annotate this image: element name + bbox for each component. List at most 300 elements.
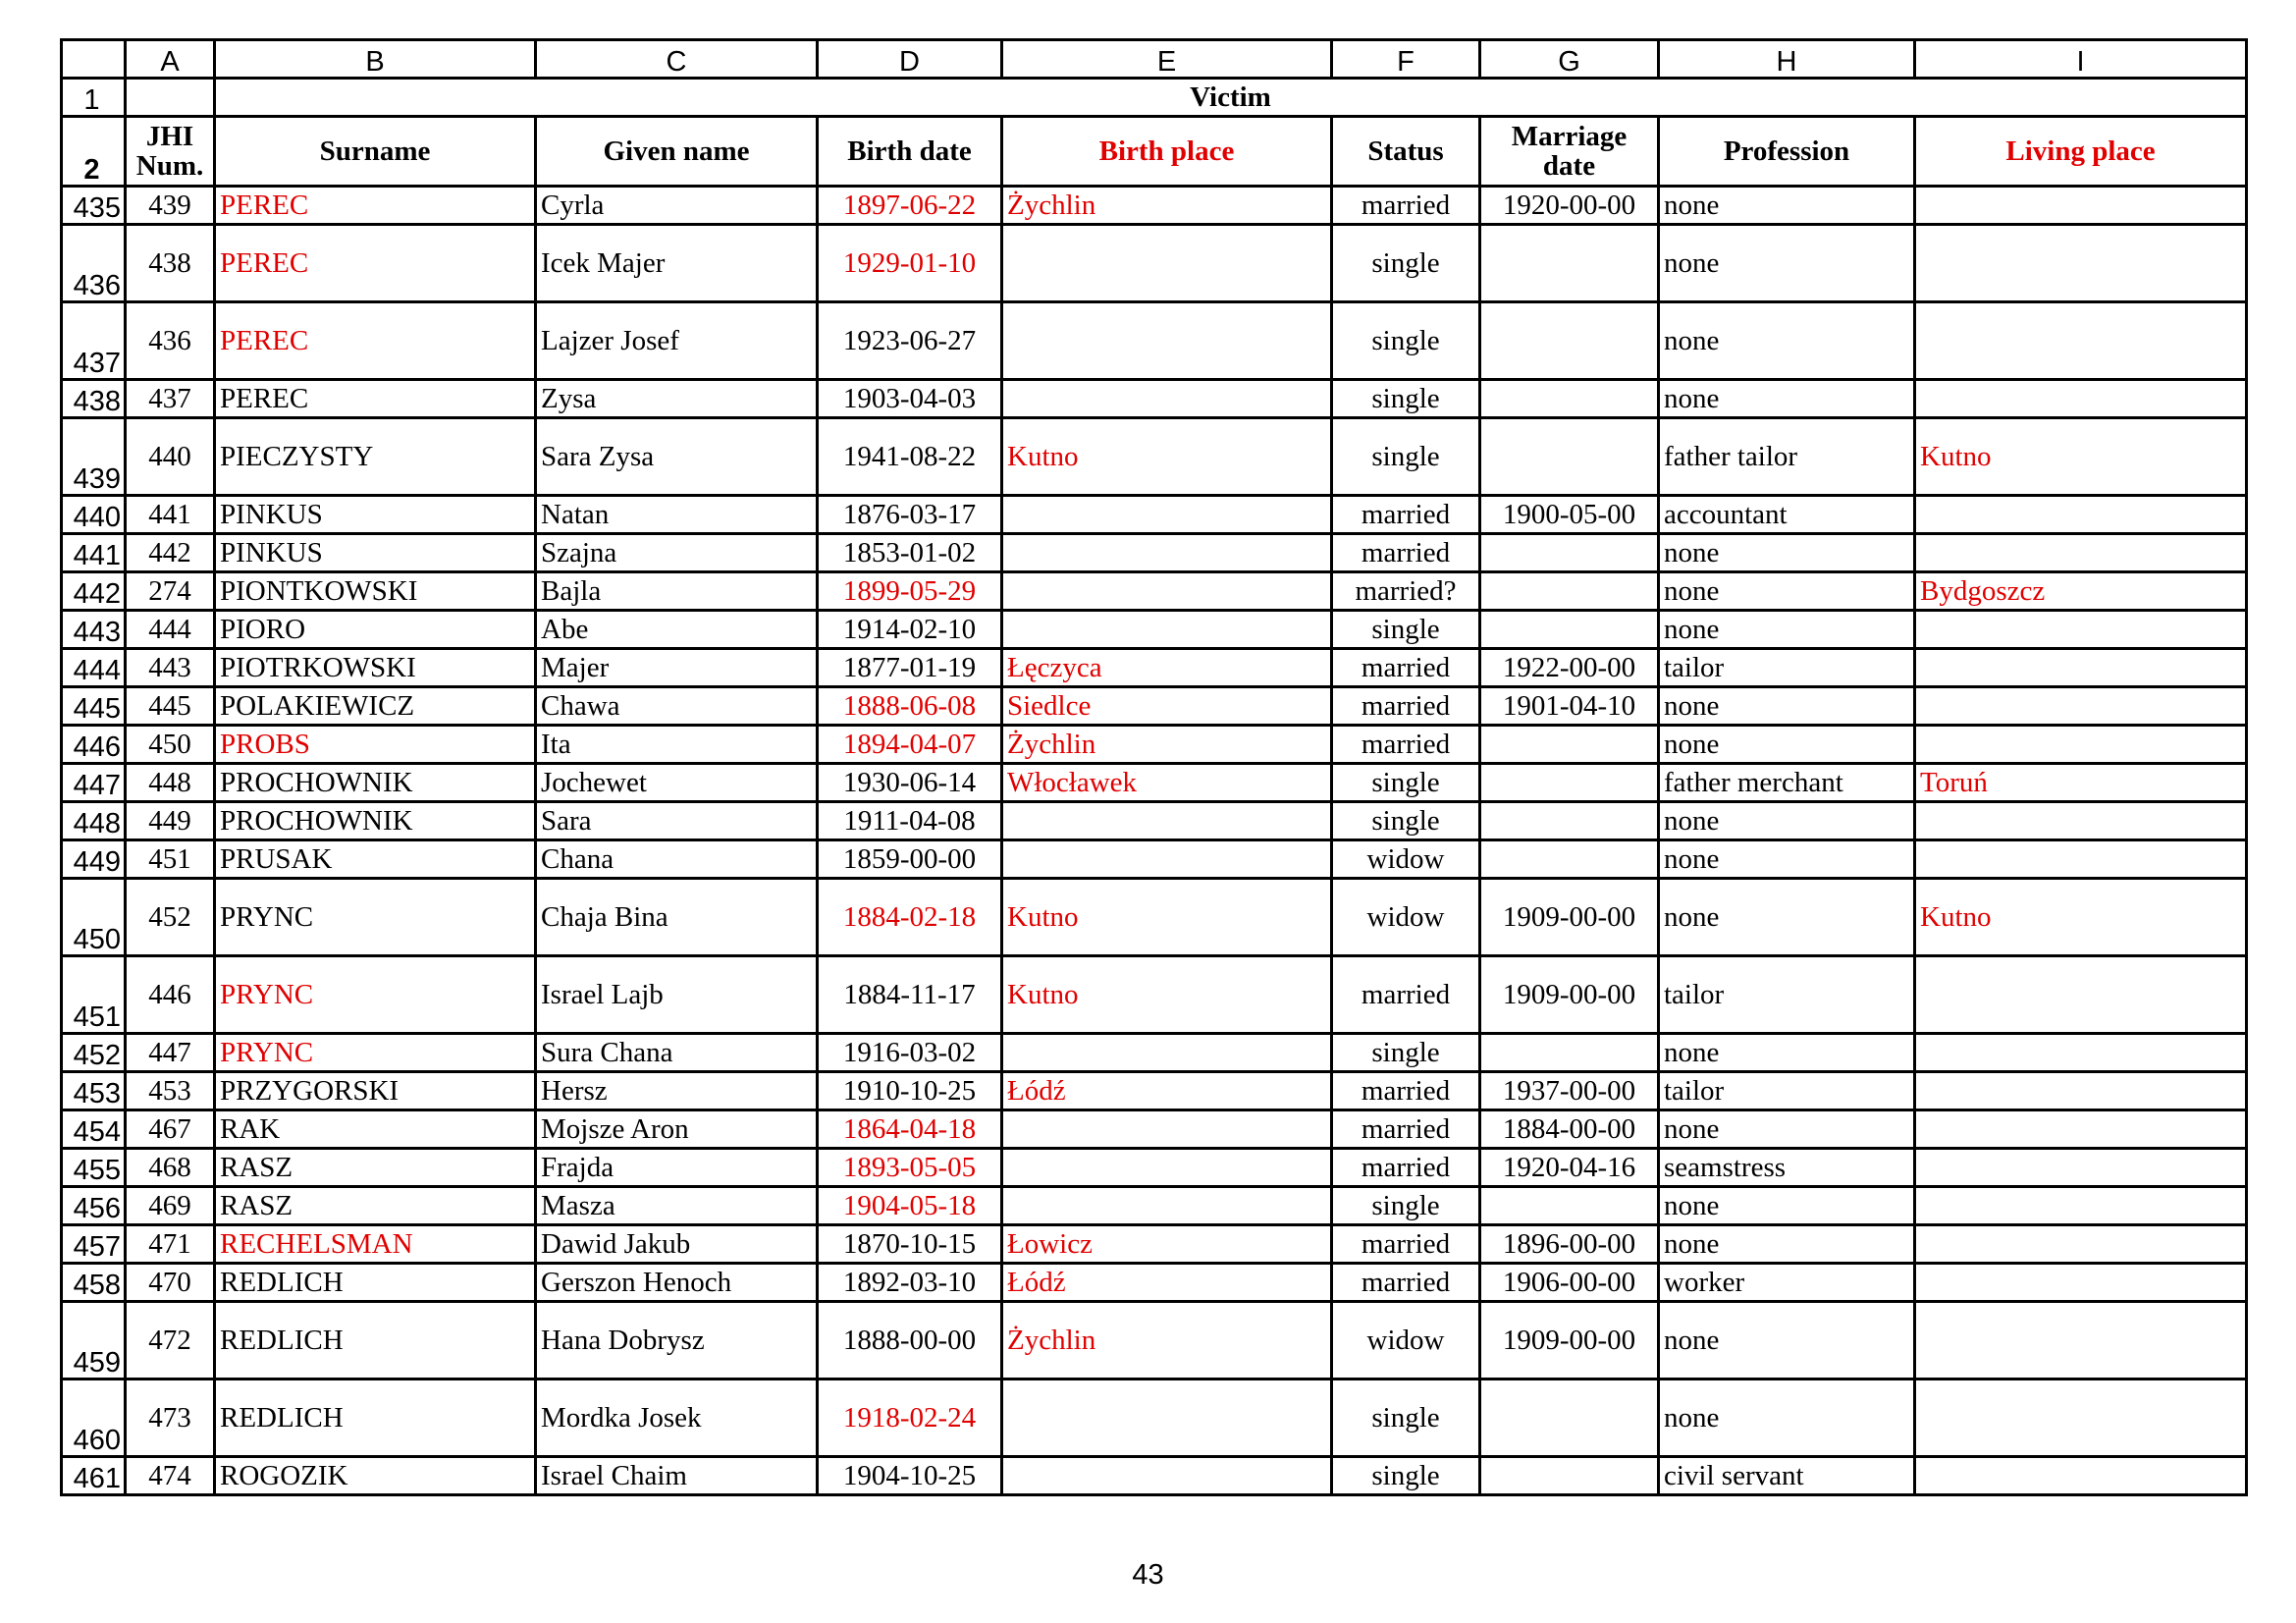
cell-profession[interactable]: tailor xyxy=(1659,1072,1915,1110)
cell-surname[interactable]: PEREC xyxy=(215,302,536,380)
empty-cell[interactable] xyxy=(126,79,215,117)
cell-living-place[interactable] xyxy=(1915,840,2247,879)
cell-birth-date[interactable]: 1941-08-22 xyxy=(818,418,1002,496)
row-number[interactable]: 452 xyxy=(62,1034,126,1072)
cell-given-name[interactable]: Sara Zysa xyxy=(536,418,818,496)
cell-marriage-date[interactable]: 1884-00-00 xyxy=(1480,1110,1659,1149)
cell-status[interactable]: single xyxy=(1332,302,1480,380)
cell-birth-date[interactable]: 1864-04-18 xyxy=(818,1110,1002,1149)
cell-given-name[interactable]: Icek Majer xyxy=(536,225,818,302)
row-number[interactable]: 447 xyxy=(62,764,126,802)
cell-given-name[interactable]: Chana xyxy=(536,840,818,879)
header-birth-place[interactable]: Birth place xyxy=(1002,117,1332,187)
cell-living-place[interactable] xyxy=(1915,225,2247,302)
cell-profession[interactable]: none xyxy=(1659,840,1915,879)
cell-birth-place[interactable] xyxy=(1002,1110,1332,1149)
cell-given-name[interactable]: Zysa xyxy=(536,380,818,418)
cell-birth-place[interactable] xyxy=(1002,802,1332,840)
column-header-d[interactable]: D xyxy=(818,40,1002,79)
cell-given-name[interactable]: Bajla xyxy=(536,572,818,611)
cell-surname[interactable]: PROCHOWNIK xyxy=(215,764,536,802)
cell-jhi-num[interactable]: 449 xyxy=(126,802,215,840)
cell-living-place[interactable] xyxy=(1915,496,2247,534)
cell-birth-date[interactable]: 1914-02-10 xyxy=(818,611,1002,649)
cell-jhi-num[interactable]: 471 xyxy=(126,1225,215,1264)
cell-status[interactable]: widow xyxy=(1332,840,1480,879)
cell-status[interactable]: married xyxy=(1332,1149,1480,1187)
cell-status[interactable]: married xyxy=(1332,534,1480,572)
cell-given-name[interactable]: Frajda xyxy=(536,1149,818,1187)
cell-surname[interactable]: PRYNC xyxy=(215,956,536,1034)
cell-birth-place[interactable]: Żychlin xyxy=(1002,1302,1332,1380)
cell-jhi-num[interactable]: 443 xyxy=(126,649,215,687)
row-number[interactable]: 455 xyxy=(62,1149,126,1187)
cell-marriage-date[interactable] xyxy=(1480,1380,1659,1457)
table-row xyxy=(62,1380,2247,1457)
cell-given-name[interactable]: Gerszon Henoch xyxy=(536,1264,818,1302)
row-number[interactable]: 436 xyxy=(62,225,126,302)
cell-given-name[interactable]: Cyrla xyxy=(536,187,818,225)
cell-given-name[interactable]: Ita xyxy=(536,726,818,764)
cell-birth-place[interactable]: Kutno xyxy=(1002,879,1332,956)
cell-surname[interactable]: PINKUS xyxy=(215,534,536,572)
cell-living-place[interactable] xyxy=(1915,649,2247,687)
cell-profession[interactable]: none xyxy=(1659,611,1915,649)
row-number[interactable]: 442 xyxy=(62,572,126,611)
row-number[interactable]: 441 xyxy=(62,534,126,572)
cell-jhi-num[interactable]: 467 xyxy=(126,1110,215,1149)
cell-marriage-date[interactable] xyxy=(1480,1034,1659,1072)
cell-living-place[interactable] xyxy=(1915,1380,2247,1457)
table-row xyxy=(62,726,2247,764)
cell-jhi-num[interactable]: 453 xyxy=(126,1072,215,1110)
cell-birth-place[interactable]: Kutno xyxy=(1002,418,1332,496)
row-number[interactable]: 453 xyxy=(62,1072,126,1110)
cell-birth-date[interactable]: 1876-03-17 xyxy=(818,496,1002,534)
column-header-a[interactable]: A xyxy=(126,40,215,79)
cell-birth-date[interactable]: 1888-06-08 xyxy=(818,687,1002,726)
cell-birth-place[interactable]: Łowicz xyxy=(1002,1225,1332,1264)
cell-profession[interactable]: none xyxy=(1659,1302,1915,1380)
cell-living-place[interactable]: Toruń xyxy=(1915,764,2247,802)
cell-surname[interactable]: PEREC xyxy=(215,380,536,418)
row-number[interactable]: 444 xyxy=(62,649,126,687)
cell-profession[interactable]: none xyxy=(1659,534,1915,572)
cell-birth-date[interactable]: 1884-11-17 xyxy=(818,956,1002,1034)
cell-jhi-num[interactable]: 444 xyxy=(126,611,215,649)
cell-birth-place[interactable]: Włocławek xyxy=(1002,764,1332,802)
cell-status[interactable]: single xyxy=(1332,764,1480,802)
cell-marriage-date[interactable]: 1896-00-00 xyxy=(1480,1225,1659,1264)
cell-jhi-num[interactable]: 439 xyxy=(126,187,215,225)
cell-status[interactable]: married xyxy=(1332,1072,1480,1110)
cell-marriage-date[interactable] xyxy=(1480,534,1659,572)
cell-marriage-date[interactable]: 1920-00-00 xyxy=(1480,187,1659,225)
cell-surname[interactable]: POLAKIEWICZ xyxy=(215,687,536,726)
cell-surname[interactable]: PIONTKOWSKI xyxy=(215,572,536,611)
cell-birth-date[interactable]: 1888-00-00 xyxy=(818,1302,1002,1380)
cell-living-place[interactable] xyxy=(1915,956,2247,1034)
cell-birth-date[interactable]: 1859-00-00 xyxy=(818,840,1002,879)
cell-surname[interactable]: PIECZYSTY xyxy=(215,418,536,496)
row-number[interactable]: 456 xyxy=(62,1187,126,1225)
table-row xyxy=(62,1264,2247,1302)
cell-birth-date[interactable]: 1904-10-25 xyxy=(818,1457,1002,1495)
cell-given-name[interactable]: Masza xyxy=(536,1187,818,1225)
cell-birth-place[interactable]: Kutno xyxy=(1002,956,1332,1034)
cell-jhi-num[interactable]: 451 xyxy=(126,840,215,879)
cell-birth-date[interactable]: 1853-01-02 xyxy=(818,534,1002,572)
header-surname[interactable]: Surname xyxy=(215,117,536,187)
cell-marriage-date[interactable] xyxy=(1480,1187,1659,1225)
cell-birth-place[interactable] xyxy=(1002,1380,1332,1457)
row-number[interactable]: 438 xyxy=(62,380,126,418)
cell-given-name[interactable]: Hana Dobrysz xyxy=(536,1302,818,1380)
cell-jhi-num[interactable]: 468 xyxy=(126,1149,215,1187)
cell-birth-place[interactable]: Żychlin xyxy=(1002,726,1332,764)
row-number[interactable]: 435 xyxy=(62,187,126,225)
cell-living-place[interactable] xyxy=(1915,1302,2247,1380)
column-header-g[interactable]: G xyxy=(1480,40,1659,79)
cell-status[interactable]: single xyxy=(1332,1187,1480,1225)
column-header-b[interactable]: B xyxy=(215,40,536,79)
victim-group-title[interactable]: Victim xyxy=(215,79,2247,117)
cell-jhi-num[interactable]: 469 xyxy=(126,1187,215,1225)
cell-status[interactable]: widow xyxy=(1332,1302,1480,1380)
row-number[interactable]: 457 xyxy=(62,1225,126,1264)
cell-surname[interactable]: REDLICH xyxy=(215,1380,536,1457)
row-number[interactable]: 460 xyxy=(62,1380,126,1457)
cell-profession[interactable]: none xyxy=(1659,225,1915,302)
cell-birth-place[interactable]: Łódź xyxy=(1002,1072,1332,1110)
cell-marriage-date[interactable]: 1909-00-00 xyxy=(1480,1302,1659,1380)
cell-jhi-num[interactable]: 446 xyxy=(126,956,215,1034)
cell-birth-place[interactable] xyxy=(1002,225,1332,302)
cell-given-name[interactable]: Lajzer Josef xyxy=(536,302,818,380)
cell-status[interactable]: married xyxy=(1332,726,1480,764)
cell-status[interactable]: married? xyxy=(1332,572,1480,611)
cell-marriage-date[interactable] xyxy=(1480,1457,1659,1495)
cell-birth-place[interactable] xyxy=(1002,302,1332,380)
cell-living-place[interactable]: Kutno xyxy=(1915,879,2247,956)
cell-jhi-num[interactable]: 442 xyxy=(126,534,215,572)
cell-status[interactable]: single xyxy=(1332,1457,1480,1495)
cell-surname[interactable]: RAK xyxy=(215,1110,536,1149)
cell-living-place[interactable] xyxy=(1915,802,2247,840)
cell-profession[interactable]: tailor xyxy=(1659,956,1915,1034)
cell-marriage-date[interactable] xyxy=(1480,380,1659,418)
cell-birth-place[interactable] xyxy=(1002,840,1332,879)
cell-jhi-num[interactable]: 437 xyxy=(126,380,215,418)
cell-surname[interactable]: PRZYGORSKI xyxy=(215,1072,536,1110)
cell-living-place[interactable] xyxy=(1915,187,2247,225)
cell-birth-place[interactable]: Łęczyca xyxy=(1002,649,1332,687)
header-living-place[interactable]: Living place xyxy=(1915,117,2247,187)
row-number[interactable]: 451 xyxy=(62,956,126,1034)
cell-jhi-num[interactable]: 436 xyxy=(126,302,215,380)
cell-given-name[interactable]: Chawa xyxy=(536,687,818,726)
cell-status[interactable]: single xyxy=(1332,380,1480,418)
cell-jhi-num[interactable]: 473 xyxy=(126,1380,215,1457)
cell-birth-date[interactable]: 1897-06-22 xyxy=(818,187,1002,225)
header-status[interactable]: Status xyxy=(1332,117,1480,187)
cell-status[interactable]: single xyxy=(1332,1380,1480,1457)
cell-marriage-date[interactable] xyxy=(1480,764,1659,802)
field-header-row xyxy=(62,117,2247,187)
cell-profession[interactable]: none xyxy=(1659,1110,1915,1149)
row-number[interactable]: 440 xyxy=(62,496,126,534)
cell-birth-place[interactable] xyxy=(1002,496,1332,534)
cell-marriage-date[interactable] xyxy=(1480,418,1659,496)
row-number[interactable]: 454 xyxy=(62,1110,126,1149)
cell-profession[interactable]: worker xyxy=(1659,1264,1915,1302)
cell-birth-date[interactable]: 1894-04-07 xyxy=(818,726,1002,764)
cell-surname[interactable]: RECHELSMAN xyxy=(215,1225,536,1264)
cell-birth-date[interactable]: 1911-04-08 xyxy=(818,802,1002,840)
cell-given-name[interactable]: Sura Chana xyxy=(536,1034,818,1072)
cell-profession[interactable]: none xyxy=(1659,1225,1915,1264)
cell-status[interactable]: married xyxy=(1332,649,1480,687)
cell-status[interactable]: widow xyxy=(1332,879,1480,956)
cell-birth-date[interactable]: 1899-05-29 xyxy=(818,572,1002,611)
cell-living-place[interactable] xyxy=(1915,1187,2247,1225)
cell-surname[interactable]: PROBS xyxy=(215,726,536,764)
cell-birth-place[interactable] xyxy=(1002,1034,1332,1072)
cell-birth-date[interactable]: 1904-05-18 xyxy=(818,1187,1002,1225)
cell-birth-place[interactable] xyxy=(1002,380,1332,418)
cell-jhi-num[interactable]: 448 xyxy=(126,764,215,802)
row-number[interactable]: 450 xyxy=(62,879,126,956)
cell-profession[interactable]: none xyxy=(1659,380,1915,418)
cell-status[interactable]: single xyxy=(1332,418,1480,496)
cell-birth-date[interactable]: 1870-10-15 xyxy=(818,1225,1002,1264)
cell-living-place[interactable] xyxy=(1915,611,2247,649)
cell-jhi-num[interactable]: 440 xyxy=(126,418,215,496)
cell-given-name[interactable]: Natan xyxy=(536,496,818,534)
cell-jhi-num[interactable]: 470 xyxy=(126,1264,215,1302)
cell-given-name[interactable]: Israel Lajb xyxy=(536,956,818,1034)
header-profession[interactable]: Profession xyxy=(1659,117,1915,187)
cell-birth-date[interactable]: 1916-03-02 xyxy=(818,1034,1002,1072)
cell-birth-date[interactable]: 1910-10-25 xyxy=(818,1072,1002,1110)
cell-birth-place[interactable]: Żychlin xyxy=(1002,187,1332,225)
cell-birth-place[interactable] xyxy=(1002,1457,1332,1495)
cell-status[interactable]: married xyxy=(1332,187,1480,225)
cell-birth-place[interactable]: Siedlce xyxy=(1002,687,1332,726)
cell-living-place[interactable] xyxy=(1915,687,2247,726)
cell-given-name[interactable]: Szajna xyxy=(536,534,818,572)
cell-living-place[interactable] xyxy=(1915,1149,2247,1187)
header-birth-date[interactable]: Birth date xyxy=(818,117,1002,187)
cell-marriage-date[interactable]: 1906-00-00 xyxy=(1480,1264,1659,1302)
cell-marriage-date[interactable] xyxy=(1480,802,1659,840)
cell-status[interactable]: married xyxy=(1332,1225,1480,1264)
cell-profession[interactable]: none xyxy=(1659,302,1915,380)
cell-surname[interactable]: REDLICH xyxy=(215,1302,536,1380)
cell-surname[interactable]: PRYNC xyxy=(215,879,536,956)
cell-given-name[interactable]: Jochewet xyxy=(536,764,818,802)
cell-birth-date[interactable]: 1884-02-18 xyxy=(818,879,1002,956)
cell-profession[interactable]: none xyxy=(1659,726,1915,764)
cell-jhi-num[interactable]: 452 xyxy=(126,879,215,956)
cell-given-name[interactable]: Hersz xyxy=(536,1072,818,1110)
row-number[interactable]: 443 xyxy=(62,611,126,649)
cell-living-place[interactable] xyxy=(1915,380,2247,418)
cell-profession[interactable]: seamstress xyxy=(1659,1149,1915,1187)
table-row xyxy=(62,572,2247,611)
cell-surname[interactable]: PIORO xyxy=(215,611,536,649)
cell-status[interactable]: single xyxy=(1332,611,1480,649)
cell-status[interactable]: married xyxy=(1332,496,1480,534)
cell-living-place[interactable] xyxy=(1915,1034,2247,1072)
cell-given-name[interactable]: Israel Chaim xyxy=(536,1457,818,1495)
cell-birth-date[interactable]: 1877-01-19 xyxy=(818,649,1002,687)
cell-birth-place[interactable] xyxy=(1002,572,1332,611)
cell-living-place[interactable] xyxy=(1915,534,2247,572)
row-number[interactable]: 445 xyxy=(62,687,126,726)
cell-jhi-num[interactable]: 438 xyxy=(126,225,215,302)
cell-living-place[interactable] xyxy=(1915,1110,2247,1149)
cell-surname[interactable]: PIOTRKOWSKI xyxy=(215,649,536,687)
cell-jhi-num[interactable]: 445 xyxy=(126,687,215,726)
header-marriage-date[interactable]: Marriage date xyxy=(1480,117,1659,187)
cell-living-place[interactable] xyxy=(1915,726,2247,764)
cell-given-name[interactable]: Mojsze Aron xyxy=(536,1110,818,1149)
cell-marriage-date[interactable] xyxy=(1480,726,1659,764)
cell-jhi-num[interactable]: 450 xyxy=(126,726,215,764)
cell-marriage-date[interactable]: 1937-00-00 xyxy=(1480,1072,1659,1110)
cell-birth-date[interactable]: 1923-06-27 xyxy=(818,302,1002,380)
table-row xyxy=(62,302,2247,380)
column-header-c[interactable]: C xyxy=(536,40,818,79)
cell-birth-place[interactable] xyxy=(1002,534,1332,572)
cell-profession[interactable]: father tailor xyxy=(1659,418,1915,496)
cell-birth-date[interactable]: 1929-01-10 xyxy=(818,225,1002,302)
cell-profession[interactable]: none xyxy=(1659,1187,1915,1225)
cell-given-name[interactable]: Mordka Josek xyxy=(536,1380,818,1457)
cell-jhi-num[interactable]: 472 xyxy=(126,1302,215,1380)
row-number[interactable]: 437 xyxy=(62,302,126,380)
cell-profession[interactable]: none xyxy=(1659,187,1915,225)
header-jhi-num[interactable]: JHI Num. xyxy=(126,117,215,187)
row-number[interactable]: 458 xyxy=(62,1264,126,1302)
cell-living-place[interactable] xyxy=(1915,1264,2247,1302)
cell-marriage-date[interactable]: 1900-05-00 xyxy=(1480,496,1659,534)
cell-profession[interactable]: none xyxy=(1659,572,1915,611)
row-number[interactable]: 446 xyxy=(62,726,126,764)
cell-marriage-date[interactable]: 1920-04-16 xyxy=(1480,1149,1659,1187)
cell-status[interactable]: single xyxy=(1332,225,1480,302)
cell-surname[interactable]: PEREC xyxy=(215,187,536,225)
cell-birth-place[interactable] xyxy=(1002,611,1332,649)
cell-jhi-num[interactable]: 447 xyxy=(126,1034,215,1072)
cell-status[interactable]: single xyxy=(1332,1034,1480,1072)
cell-marriage-date[interactable]: 1901-04-10 xyxy=(1480,687,1659,726)
cell-given-name[interactable]: Dawid Jakub xyxy=(536,1225,818,1264)
corner-cell[interactable] xyxy=(62,40,126,79)
cell-marriage-date[interactable] xyxy=(1480,611,1659,649)
row-number[interactable]: 1 xyxy=(62,79,126,117)
cell-profession[interactable]: none xyxy=(1659,1380,1915,1457)
cell-birth-date[interactable]: 1918-02-24 xyxy=(818,1380,1002,1457)
cell-given-name[interactable]: Chaja Bina xyxy=(536,879,818,956)
row-number[interactable]: 461 xyxy=(62,1457,126,1495)
cell-surname[interactable]: RASZ xyxy=(215,1187,536,1225)
cell-surname[interactable]: RASZ xyxy=(215,1149,536,1187)
row-number[interactable]: 449 xyxy=(62,840,126,879)
cell-birth-date[interactable]: 1893-05-05 xyxy=(818,1149,1002,1187)
cell-surname[interactable]: PRUSAK xyxy=(215,840,536,879)
cell-living-place[interactable]: Bydgoszcz xyxy=(1915,572,2247,611)
cell-surname[interactable]: PINKUS xyxy=(215,496,536,534)
column-header-h[interactable]: H xyxy=(1659,40,1915,79)
cell-marriage-date[interactable]: 1909-00-00 xyxy=(1480,956,1659,1034)
cell-marriage-date[interactable]: 1909-00-00 xyxy=(1480,879,1659,956)
cell-living-place[interactable] xyxy=(1915,1072,2247,1110)
row-number[interactable]: 448 xyxy=(62,802,126,840)
column-header-i[interactable]: I xyxy=(1915,40,2247,79)
cell-marriage-date[interactable]: 1922-00-00 xyxy=(1480,649,1659,687)
cell-given-name[interactable]: Abe xyxy=(536,611,818,649)
cell-birth-place[interactable] xyxy=(1002,1149,1332,1187)
cell-profession[interactable]: accountant xyxy=(1659,496,1915,534)
cell-profession[interactable]: none xyxy=(1659,1034,1915,1072)
cell-living-place[interactable]: Kutno xyxy=(1915,418,2247,496)
cell-surname[interactable]: REDLICH xyxy=(215,1264,536,1302)
column-header-f[interactable]: F xyxy=(1332,40,1480,79)
cell-status[interactable]: married xyxy=(1332,1264,1480,1302)
row-number[interactable]: 439 xyxy=(62,418,126,496)
cell-birth-place[interactable] xyxy=(1002,1187,1332,1225)
cell-profession[interactable]: none xyxy=(1659,687,1915,726)
cell-surname[interactable]: ROGOZIK xyxy=(215,1457,536,1495)
cell-profession[interactable]: father merchant xyxy=(1659,764,1915,802)
cell-surname[interactable]: PRYNC xyxy=(215,1034,536,1072)
cell-status[interactable]: married xyxy=(1332,956,1480,1034)
row-number[interactable]: 2 xyxy=(62,117,126,187)
header-given-name[interactable]: Given name xyxy=(536,117,818,187)
cell-marriage-date[interactable] xyxy=(1480,840,1659,879)
cell-profession[interactable]: civil servant xyxy=(1659,1457,1915,1495)
cell-marriage-date[interactable] xyxy=(1480,572,1659,611)
cell-jhi-num[interactable]: 441 xyxy=(126,496,215,534)
cell-surname[interactable]: PEREC xyxy=(215,225,536,302)
cell-birth-date[interactable]: 1892-03-10 xyxy=(818,1264,1002,1302)
table-row xyxy=(62,802,2247,840)
column-header-e[interactable]: E xyxy=(1002,40,1332,79)
row-number[interactable]: 459 xyxy=(62,1302,126,1380)
cell-surname[interactable]: PROCHOWNIK xyxy=(215,802,536,840)
cell-profession[interactable]: none xyxy=(1659,802,1915,840)
cell-jhi-num[interactable]: 274 xyxy=(126,572,215,611)
cell-given-name[interactable]: Sara xyxy=(536,802,818,840)
cell-marriage-date[interactable] xyxy=(1480,302,1659,380)
cell-status[interactable]: married xyxy=(1332,687,1480,726)
cell-status[interactable]: single xyxy=(1332,802,1480,840)
cell-jhi-num[interactable]: 474 xyxy=(126,1457,215,1495)
cell-living-place[interactable] xyxy=(1915,302,2247,380)
cell-given-name[interactable]: Majer xyxy=(536,649,818,687)
cell-status[interactable]: married xyxy=(1332,1110,1480,1149)
cell-living-place[interactable] xyxy=(1915,1457,2247,1495)
cell-marriage-date[interactable] xyxy=(1480,225,1659,302)
cell-profession[interactable]: tailor xyxy=(1659,649,1915,687)
cell-birth-date[interactable]: 1903-04-03 xyxy=(818,380,1002,418)
cell-birth-place[interactable]: Łódź xyxy=(1002,1264,1332,1302)
cell-profession[interactable]: none xyxy=(1659,879,1915,956)
cell-birth-date[interactable]: 1930-06-14 xyxy=(818,764,1002,802)
cell-living-place[interactable] xyxy=(1915,1225,2247,1264)
